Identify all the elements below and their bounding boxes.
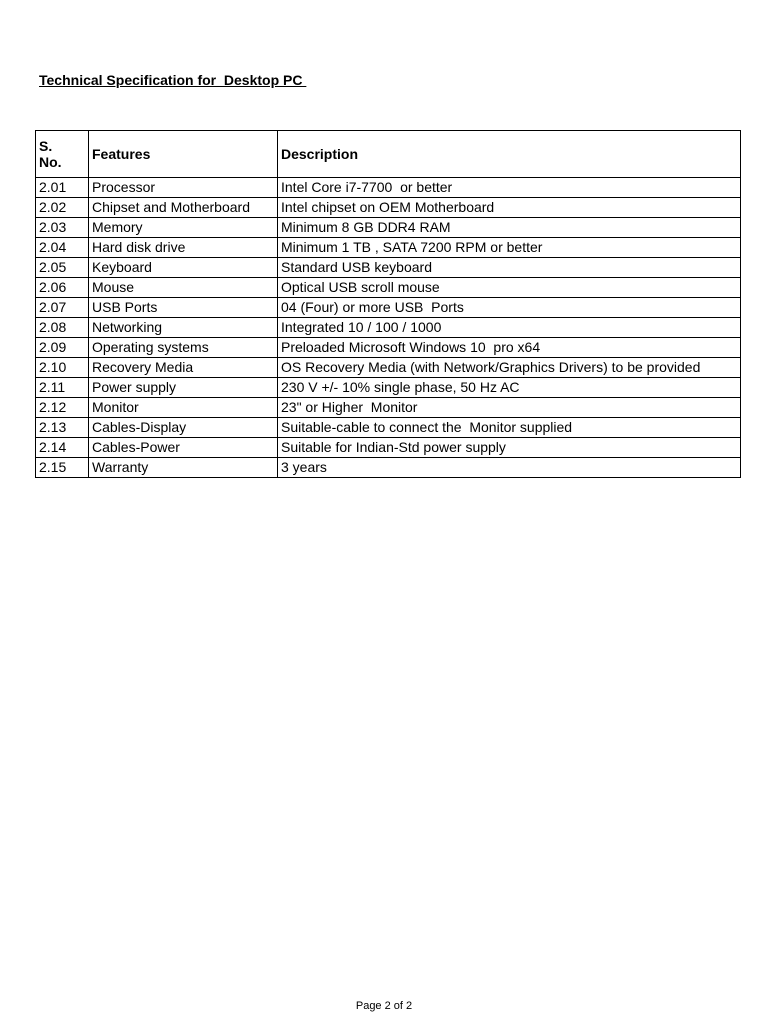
cell-description: Intel chipset on OEM Motherboard	[278, 198, 741, 218]
cell-serial-number: 2.06	[36, 278, 89, 298]
cell-description: Integrated 10 / 100 / 1000	[278, 318, 741, 338]
cell-serial-number: 2.09	[36, 338, 89, 358]
cell-serial-number: 2.04	[36, 238, 89, 258]
cell-feature: Networking	[89, 318, 278, 338]
cell-description: 230 V +/- 10% single phase, 50 Hz AC	[278, 378, 741, 398]
cell-feature: USB Ports	[89, 298, 278, 318]
cell-description: Intel Core i7-7700 or better	[278, 178, 741, 198]
cell-feature: Warranty	[89, 458, 278, 478]
table-row	[36, 318, 741, 338]
document-title: Technical Specification for Desktop PC	[39, 72, 307, 88]
cell-feature: Operating systems	[89, 338, 278, 358]
table-row	[36, 378, 741, 398]
cell-serial-number: 2.01	[36, 178, 89, 198]
cell-description: 04 (Four) or more USB Ports	[278, 298, 741, 318]
header-serial-number: S. No.	[36, 131, 89, 178]
header-features: Features	[89, 131, 278, 178]
cell-description: 3 years	[278, 458, 741, 478]
cell-serial-number: 2.11	[36, 378, 89, 398]
cell-feature: Chipset and Motherboard	[89, 198, 278, 218]
table-row	[36, 338, 741, 358]
cell-description: 23" or Higher Monitor	[278, 398, 741, 418]
cell-feature: Mouse	[89, 278, 278, 298]
table-row	[36, 278, 741, 298]
cell-feature: Power supply	[89, 378, 278, 398]
cell-serial-number: 2.12	[36, 398, 89, 418]
page-number-footer: Page 2 of 2	[355, 1000, 413, 1012]
table-row	[36, 218, 741, 238]
table-row	[36, 398, 741, 418]
cell-feature: Recovery Media	[89, 358, 278, 378]
cell-feature: Processor	[89, 178, 278, 198]
cell-serial-number: 2.07	[36, 298, 89, 318]
table-header	[36, 131, 741, 178]
table-row	[36, 258, 741, 278]
table-row	[36, 238, 741, 258]
cell-description: OS Recovery Media (with Network/Graphics Drivers) to be provided	[278, 358, 741, 378]
cell-description: Standard USB keyboard	[278, 258, 741, 278]
cell-serial-number: 2.14	[36, 438, 89, 458]
table-body	[36, 178, 741, 478]
cell-serial-number: 2.02	[36, 198, 89, 218]
table-row	[36, 438, 741, 458]
cell-feature: Cables-Display	[89, 418, 278, 438]
cell-serial-number: 2.15	[36, 458, 89, 478]
table-row	[36, 418, 741, 438]
cell-description: Optical USB scroll mouse	[278, 278, 741, 298]
header-row	[36, 131, 741, 178]
cell-description: Suitable for Indian-Std power supply	[278, 438, 741, 458]
cell-description: Minimum 8 GB DDR4 RAM	[278, 218, 741, 238]
specification-table	[35, 130, 741, 478]
cell-serial-number: 2.05	[36, 258, 89, 278]
cell-feature: Hard disk drive	[89, 238, 278, 258]
cell-feature: Keyboard	[89, 258, 278, 278]
table-row	[36, 198, 741, 218]
cell-feature: Monitor	[89, 398, 278, 418]
cell-serial-number: 2.03	[36, 218, 89, 238]
table-row	[36, 358, 741, 378]
cell-serial-number: 2.08	[36, 318, 89, 338]
cell-description: Preloaded Microsoft Windows 10 pro x64	[278, 338, 741, 358]
cell-description: Suitable-cable to connect the Monitor supplied	[278, 418, 741, 438]
cell-description: Minimum 1 TB , SATA 7200 RPM or better	[278, 238, 741, 258]
table-row	[36, 298, 741, 318]
table-row	[36, 458, 741, 478]
header-description: Description	[278, 131, 741, 178]
cell-feature: Cables-Power	[89, 438, 278, 458]
table-row	[36, 178, 741, 198]
cell-serial-number: 2.10	[36, 358, 89, 378]
cell-serial-number: 2.13	[36, 418, 89, 438]
cell-feature: Memory	[89, 218, 278, 238]
